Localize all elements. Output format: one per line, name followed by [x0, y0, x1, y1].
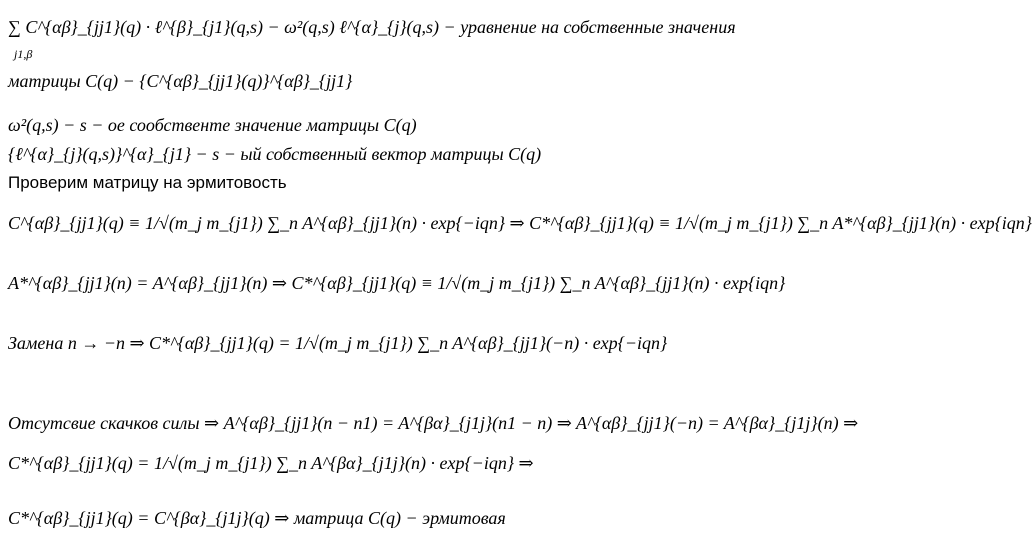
sum-index-line: j1,β [14, 47, 33, 61]
hermitian-conclusion-line: C*^{αβ}_{jj1}(q) = C^{βα}_{j1j}(q) ⇒ матрица C(q) − эрмитовая [8, 508, 506, 528]
real-force-constant-line: A*^{αβ}_{jj1}(n) = A^{αβ}_{jj1}(n) ⇒ C*^{αβ}_{jj1}(q) ≡ 1/√(m_j m_{j1}) ∑_n A^{αβ}_{jj1}(n) · exp{iqn} [8, 273, 786, 293]
eigen-equation-line: ∑ C^{αβ}_{jj1}(q) · ℓ^{β}_{j1}(q,s) − ω²(q,s) ℓ^{α}_{j}(q,s) − уравнение на собственные значения [8, 17, 736, 37]
matrix-definition-line: матрицы C(q) − {C^{αβ}_{jj1}(q)}^{αβ}_{jj1} [8, 71, 353, 91]
transformed-matrix-line: C*^{αβ}_{jj1}(q) = 1/√(m_j m_{j1}) ∑_n A^{βα}_{j1j}(n) · exp{−iqn} ⇒ [8, 453, 534, 473]
eigenvector-line: {ℓ^{α}_{j}(q,s)}^{α}_{j1} − s − ый собственный вектор матрицы C(q) [8, 144, 542, 164]
hermitian-check-heading: Проверим матрицу на эрмитовость [8, 173, 287, 192]
force-symmetry-line: Отсутсвие скачков силы ⇒ A^{αβ}_{jj1}(n − n1) = A^{βα}_{j1j}(n1 − n) ⇒ A^{αβ}_{jj1}(−n) = A^{βα}_{j1j}(n) ⇒ [8, 413, 859, 433]
complex-conjugate-line: C^{αβ}_{jj1}(q) ≡ 1/√(m_j m_{j1}) ∑_n A^{αβ}_{jj1}(n) · exp{−iqn} ⇒ C*^{αβ}_{jj1}(q) ≡ 1/√(m_j m_{j1}) ∑_n A*^{αβ}_{jj1}(n) · exp{iqn} [8, 213, 1032, 233]
substitution-line: Замена n → −n ⇒ C*^{αβ}_{jj1}(q) = 1/√(m_j m_{j1}) ∑_n A^{αβ}_{jj1}(−n) · exp{−iqn} [8, 333, 668, 353]
eigenvalue-line: ω²(q,s) − s − ое сообственте значение матрицы C(q) [8, 115, 417, 135]
